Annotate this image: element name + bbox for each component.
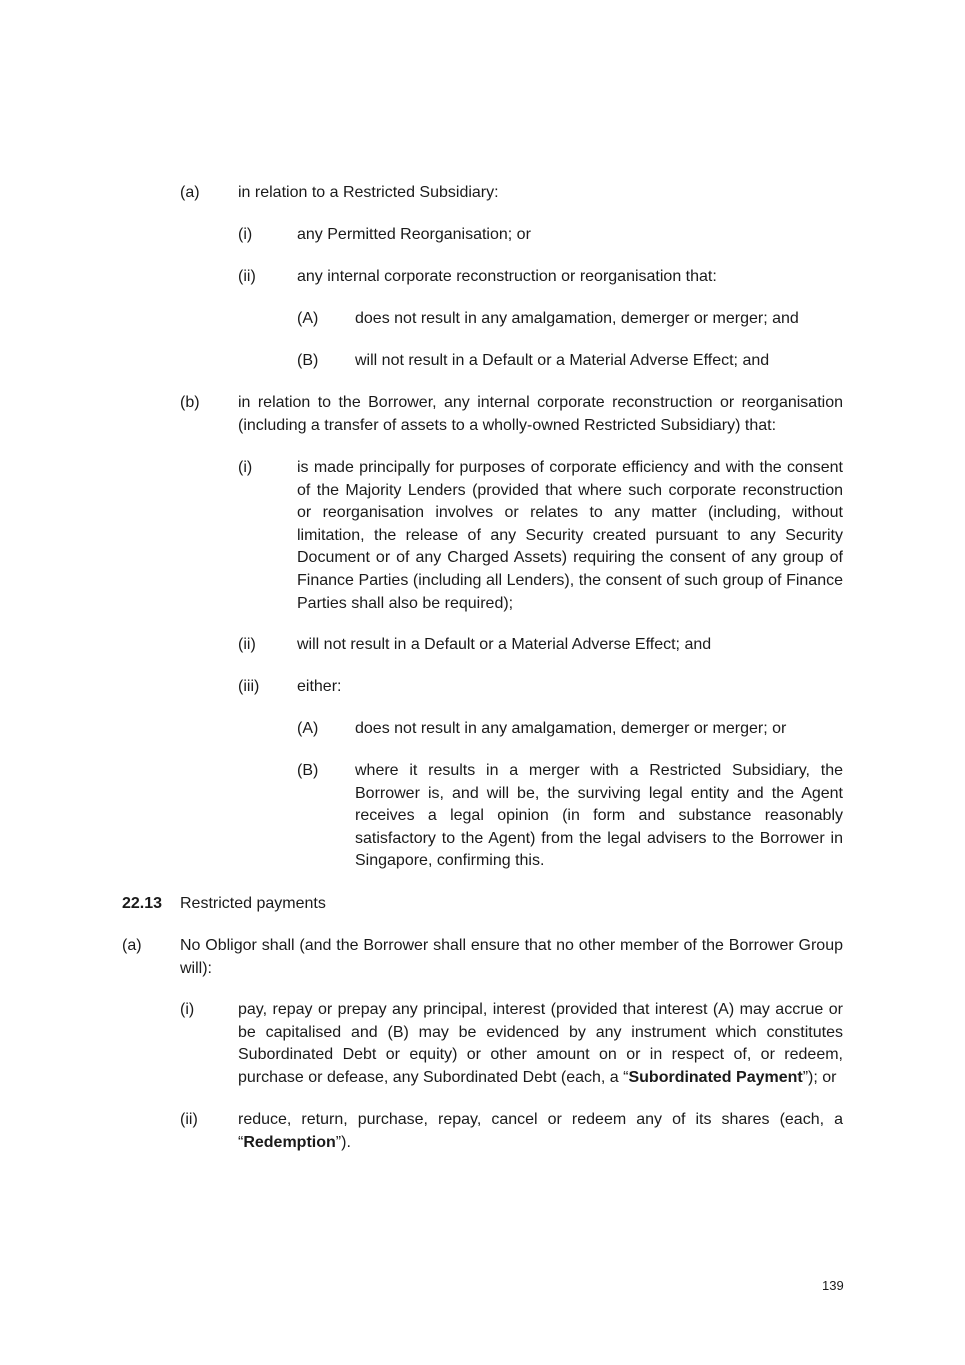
- defined-term: Redemption: [243, 1133, 336, 1151]
- page-number: 139: [822, 1278, 844, 1293]
- clause-text: will not result in a Default or a Material Adverse Effect; and: [355, 352, 770, 369]
- clause-text-before: reduce, return, purchase, repay, cancel or redeem any of its shares (each, a “: [238, 1111, 843, 1151]
- clause-label: (i): [238, 226, 253, 243]
- clause-label: (A): [297, 310, 319, 327]
- clause-text: [238, 1109, 843, 1154]
- clause-label: (B): [297, 352, 319, 369]
- clause-label: (A): [297, 720, 319, 737]
- clause-text-before: pay, repay or prepay any principal, interest (provided that interest (A) may accrue or be capitalised and (B) may be evidenced by any instrument which constitutes Subordinated Debt or equity) or other amount on or in respect of, or redeem, purchase or defease, any Subordinated Debt (each, a “: [238, 1001, 843, 1086]
- clause-label: (a): [180, 184, 200, 201]
- clause-text: does not result in any amalgamation, demerger or merger; or: [355, 720, 787, 737]
- clause-text: any internal corporate reconstruction or reorganisation that:: [297, 268, 717, 285]
- section-number: 22.13: [122, 895, 163, 912]
- clause-text: any Permitted Reorganisation; or: [297, 226, 531, 243]
- clause-text: No Obligor shall (and the Borrower shall ensure that no other member of the Borrower Group will):: [180, 937, 843, 977]
- clause-text: does not result in any amalgamation, demerger or merger; and: [355, 310, 799, 327]
- clause-label: (i): [180, 1001, 195, 1018]
- clause-label: (ii): [238, 636, 256, 653]
- clause-text: is made principally for purposes of corporate efficiency and with the consent of the Majority Lenders (provided that where such corporate reconstruction or reorganisation involves or relates to any matter (including, without limitation, the release of any Security created pursuant to any Security Document or of any Charged Assets) requiring the consent of any group of Finance Parties (including all Lenders), the consent of such group of Finance Parties shall also be required);: [297, 459, 843, 612]
- clause-label: (B): [297, 762, 319, 779]
- clause-label: (iii): [238, 678, 260, 695]
- clause-label: (ii): [238, 268, 256, 285]
- clause-label: (ii): [180, 1111, 198, 1128]
- clause-label: (b): [180, 394, 200, 411]
- clause-text-after: ”).: [335, 1133, 351, 1151]
- clause-text: where it results in a merger with a Restricted Subsidiary, the Borrower is, and will be, the surviving legal entity and the Agent receives a legal opinion (in form and substance reasonably satisfactory to the Agent) from the legal advisers to the Borrower in Singapore, confirming this.: [355, 762, 843, 870]
- clause-text: will not result in a Default or a Material Adverse Effect; and: [297, 636, 712, 653]
- clause-label: (a): [122, 937, 142, 954]
- clause-text: either:: [297, 678, 342, 695]
- section-title: Restricted payments: [180, 895, 326, 912]
- defined-term: Subordinated Payment: [628, 1068, 803, 1086]
- clause-text: in relation to the Borrower, any internal corporate reconstruction or reorganisation (including a transfer of assets to a wholly-owned Restricted Subsidiary) that:: [238, 394, 843, 434]
- clause-text: in relation to a Restricted Subsidiary:: [238, 184, 499, 201]
- clause-text: [238, 999, 843, 1089]
- clause-label: (i): [238, 459, 253, 476]
- clause-text-after: ”); or: [802, 1068, 837, 1086]
